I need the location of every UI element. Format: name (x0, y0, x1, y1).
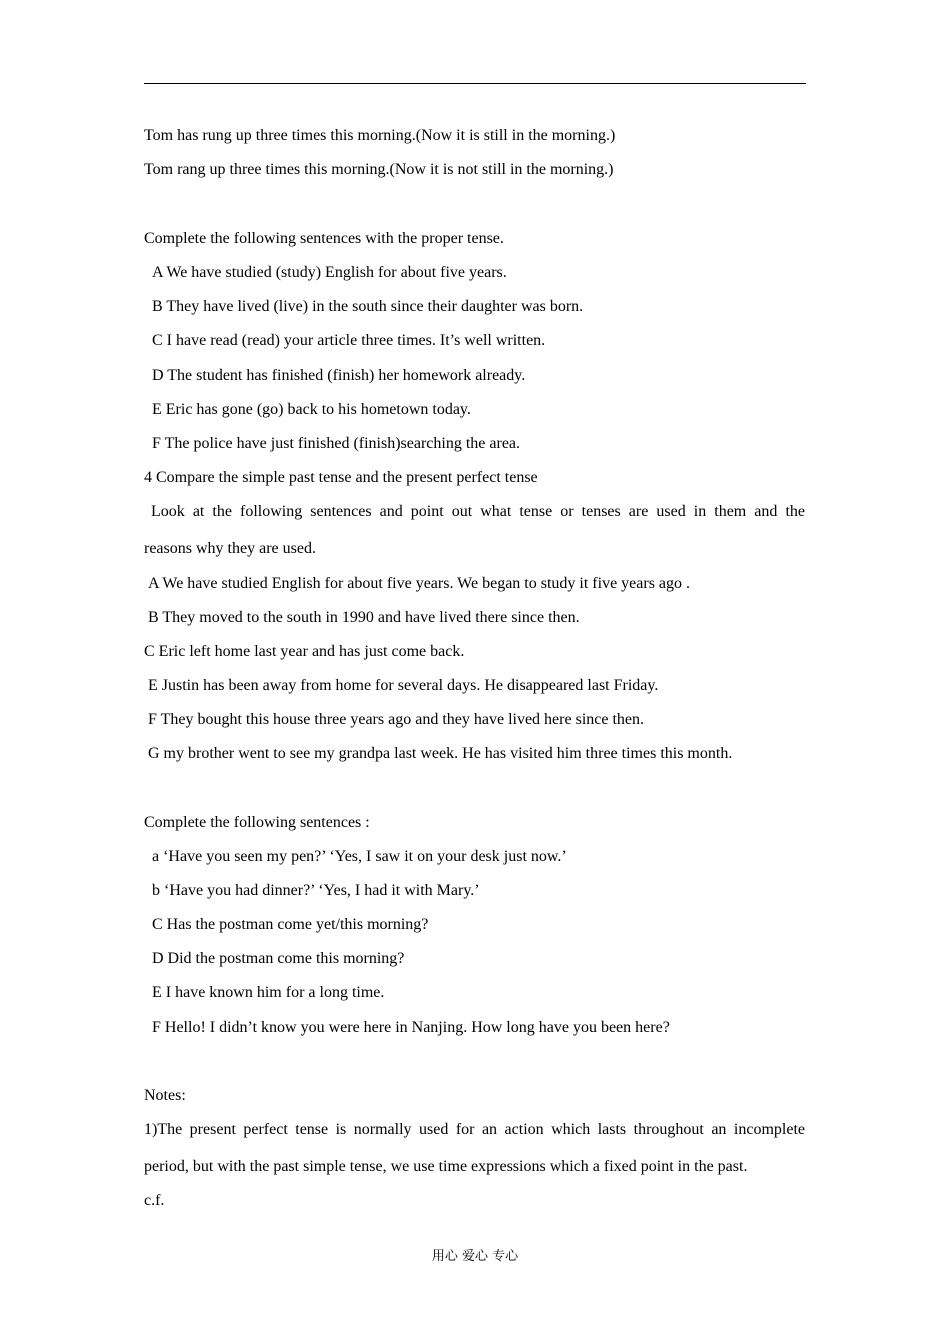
exercise2-title: Complete the following sentences : (144, 814, 370, 831)
exercise2-item-e: E I have known him for a long time. (152, 984, 385, 1001)
section4-item-f: F They bought this house three years ago and they have lived here since then. (148, 711, 645, 728)
exercise2-item-a: a ‘Have you seen my pen?’ ‘Yes, I saw it on your desk just now.’ (152, 848, 567, 865)
section4-item-g: G my brother went to see my grandpa last week. He has visited him three times this month. (148, 745, 733, 762)
notes-heading: Notes: (144, 1087, 186, 1104)
exercise1-item-f: F The police have just finished (finish)searching the area. (152, 435, 521, 452)
section4-instruction-line1: Look at the following sentences and point out what tense or tenses are used in them and the (151, 503, 805, 520)
section4-item-e: E Justin has been away from home for several days. He disappeared last Friday. (148, 677, 659, 694)
exercise2-item-c: C Has the postman come yet/this morning? (152, 916, 429, 933)
intro-line-1: Tom has rung up three times this morning.(Now it is still in the morning.) (144, 127, 616, 144)
exercise1-item-e: E Eric has gone (go) back to his hometown today. (152, 401, 471, 418)
exercise2-item-b: b ‘Have you had dinner?’ ‘Yes, I had it with Mary.’ (152, 882, 480, 899)
page-footer: 用心 爱心 专心 (431, 1249, 519, 1264)
section4-item-c: C Eric left home last year and has just come back. (144, 643, 465, 660)
section4-heading: 4 Compare the simple past tense and the present perfect tense (144, 469, 538, 486)
exercise1-item-b: B They have lived (live) in the south since their daughter was born. (152, 298, 584, 315)
exercise2-item-f: F Hello! I didn’t know you were here in Nanjing. How long have you been here? (152, 1019, 670, 1036)
notes-cf: c.f. (144, 1192, 165, 1209)
header-rule (144, 83, 806, 84)
exercise2-item-d: D Did the postman come this morning? (152, 950, 405, 967)
section4-instruction-line2: reasons why they are used. (144, 540, 316, 557)
exercise1-item-d: D The student has finished (finish) her homework already. (152, 367, 526, 384)
exercise1-title: Complete the following sentences with the proper tense. (144, 230, 504, 247)
note1-line1: 1)The present perfect tense is normally used for an action which lasts throughout an incomplete (144, 1121, 805, 1138)
note1-line2: period, but with the past simple tense, we use time expressions which a fixed point in the past. (144, 1158, 748, 1175)
intro-line-2: Tom rang up three times this morning.(Now it is not still in the morning.) (144, 161, 614, 178)
section4-item-b: B They moved to the south in 1990 and have lived there since then. (148, 609, 580, 626)
section4-item-a: A We have studied English for about five years. We began to study it five years ago . (148, 575, 691, 592)
exercise1-item-a: A We have studied (study) English for about five years. (152, 264, 507, 281)
exercise1-item-c: C I have read (read) your article three times. It’s well written. (152, 332, 546, 349)
